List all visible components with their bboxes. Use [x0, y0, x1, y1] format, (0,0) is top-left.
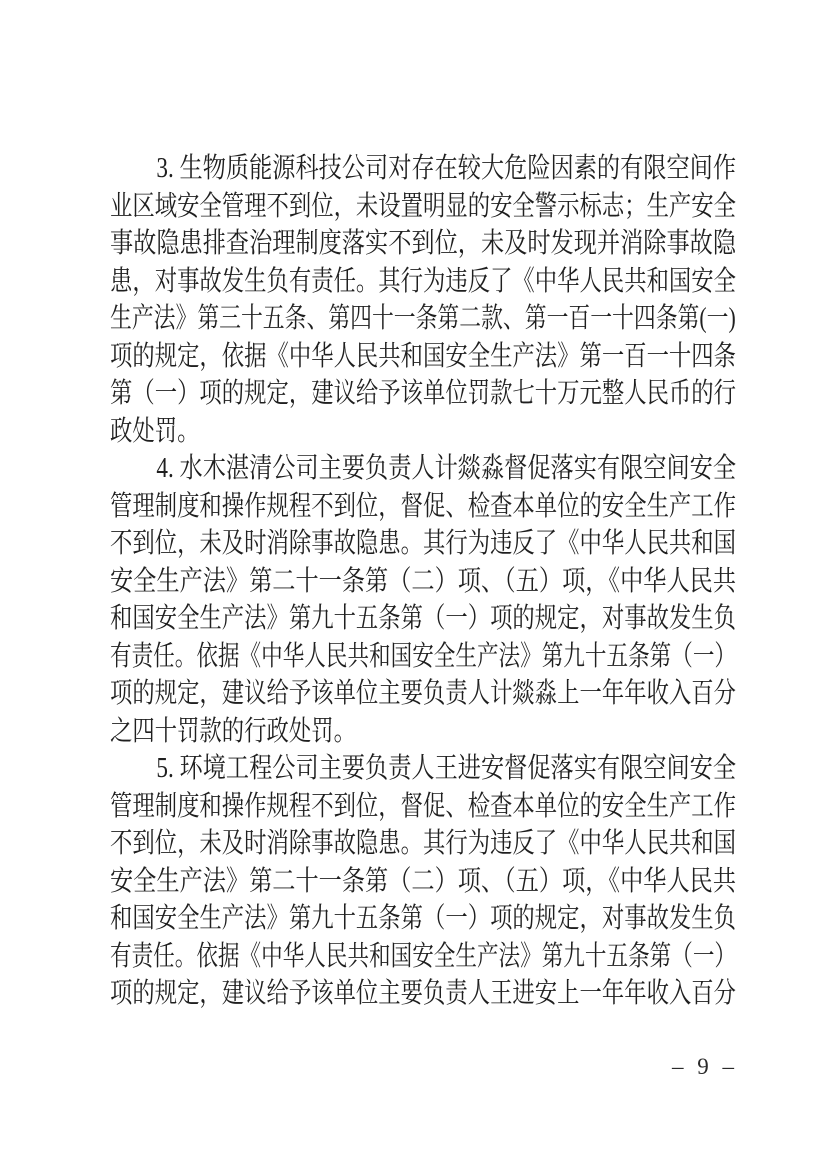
text-line-content: 管理制度和操作规程不到位，督促、检查本单位的安全生产工作: [110, 490, 737, 522]
text-line: [110, 263, 736, 301]
paragraph-item-4: [110, 450, 736, 750]
text-line-content: 4. 水木湛清公司主要负责人计燚淼督促落实有限空间安全: [156, 453, 737, 484]
text-line: [110, 750, 736, 788]
text-line: [110, 563, 736, 601]
text-line: [110, 600, 736, 638]
text-line: [110, 863, 736, 901]
text-line-content: 安全生产法》第二十一条第（二）项、（五）项，《中华人民共: [110, 865, 737, 897]
text-line-content: 之四十罚款的行政处罚。: [110, 715, 356, 747]
text-line-content: 和国安全生产法》第九十五条第（一）项的规定，对事故发生负: [110, 603, 737, 634]
text-line-content: 和国安全生产法》第九十五条第（一）项的规定，对事故发生负: [110, 903, 737, 934]
text-line-content: 项的规定，依据《中华人民共和国安全生产法》第一百一十四条: [110, 340, 737, 372]
text-line-content: 安全生产法》第二十一条第（二）项、（五）项，《中华人民共: [110, 565, 737, 597]
text-line: [110, 713, 736, 751]
text-line: [110, 300, 736, 338]
text-line: [110, 825, 736, 863]
text-line-content: 管理制度和操作规程不到位，督促、检查本单位的安全生产工作: [110, 790, 737, 822]
text-line-content: 有责任。依据《中华人民共和国安全生产法》第九十五条第（一）: [110, 940, 737, 972]
page-number: – 9 –: [672, 1054, 738, 1079]
text-line: [110, 188, 736, 226]
text-line-content: 政处罚。: [110, 415, 200, 447]
text-line: [110, 900, 736, 938]
text-line: [110, 338, 736, 376]
text-line: [110, 225, 736, 263]
text-line-content: 事故隐患排查治理制度落实不到位，未及时发现并消除事故隐: [110, 228, 737, 259]
paragraph-item-5: [110, 750, 736, 1013]
text-line-content: 5. 环境工程公司主要负责人王进安督促落实有限空间安全: [156, 753, 737, 784]
text-line: [110, 788, 736, 826]
text-line: [110, 675, 736, 713]
text-line-content: 业区域安全管理不到位，未设置明显的安全警示标志；生产安全: [110, 190, 737, 222]
text-line: [110, 638, 736, 676]
text-line: [110, 375, 736, 413]
text-line: [110, 975, 736, 1013]
text-line-content: 有责任。依据《中华人民共和国安全生产法》第九十五条第（一）: [110, 640, 737, 672]
text-line-content: 项的规定，建议给予该单位主要负责人计燚淼上一年年收入百分: [110, 678, 737, 709]
text-line: [110, 150, 736, 188]
text-line: [110, 488, 736, 526]
text-line-content: 不到位，未及时消除事故隐患。其行为违反了《中华人民共和国: [110, 528, 737, 559]
paragraph-item-3: [110, 150, 736, 450]
text-line: [110, 938, 736, 976]
text-line-content: 项的规定，建议给予该单位主要负责人王进安上一年年收入百分: [110, 978, 737, 1009]
text-line-content: 生产法》第三十五条、第四十一条第二款、第一百一十四条第(一): [110, 303, 736, 334]
text-line: [110, 450, 736, 488]
text-line-content: 不到位，未及时消除事故隐患。其行为违反了《中华人民共和国: [110, 828, 737, 859]
text-block: [110, 150, 736, 1013]
text-line: [110, 525, 736, 563]
text-line-content: 3. 生物质能源科技公司对存在较大危险因素的有限空间作: [156, 153, 737, 184]
text-line-content: 第（一）项的规定，建议给予该单位罚款七十万元整人民币的行: [110, 378, 737, 409]
text-line: [110, 413, 736, 451]
text-line-content: 患，对事故发生负有责任。其行为违反了《中华人民共和国安全: [110, 265, 737, 297]
